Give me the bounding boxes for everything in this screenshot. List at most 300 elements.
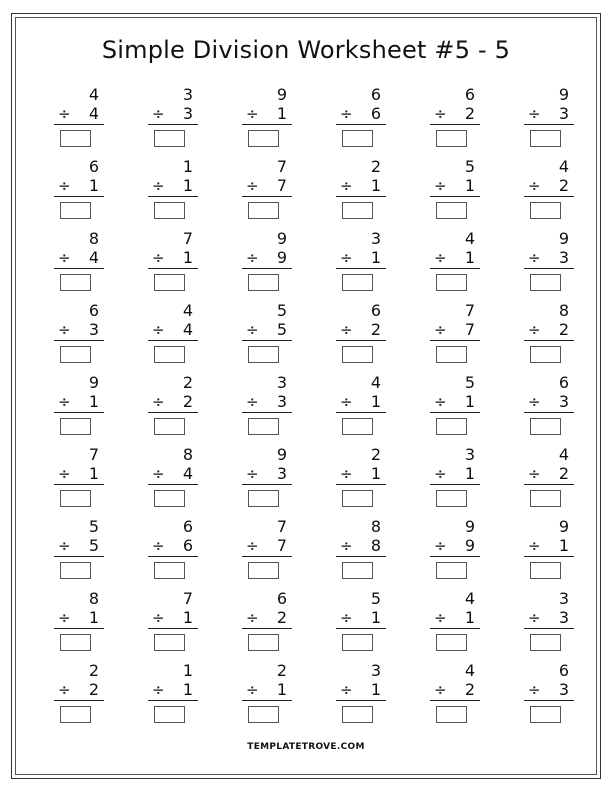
answer-box[interactable] xyxy=(530,706,561,723)
division-problem xyxy=(242,158,292,222)
dividend: 9 xyxy=(88,373,100,392)
divisor: 7 xyxy=(276,536,288,555)
division-problem xyxy=(54,446,104,510)
answer-box[interactable] xyxy=(154,202,185,219)
answer-line xyxy=(524,556,574,557)
answer-line xyxy=(430,484,480,485)
divisor: 4 xyxy=(88,248,100,267)
answer-box[interactable] xyxy=(436,202,467,219)
answer-line xyxy=(430,628,480,629)
answer-line xyxy=(524,484,574,485)
divisor: 8 xyxy=(370,536,382,555)
division-sign: ÷ xyxy=(340,177,353,195)
division-problem xyxy=(336,446,386,510)
answer-line xyxy=(148,700,198,701)
answer-line xyxy=(336,268,386,269)
division-sign: ÷ xyxy=(152,321,165,339)
division-problem xyxy=(336,302,386,366)
answer-line xyxy=(54,124,104,125)
answer-line xyxy=(148,484,198,485)
answer-line xyxy=(336,196,386,197)
division-problem xyxy=(336,590,386,654)
divisor: 9 xyxy=(276,248,288,267)
division-sign: ÷ xyxy=(246,681,259,699)
division-sign: ÷ xyxy=(152,681,165,699)
divisor: 2 xyxy=(370,320,382,339)
answer-box[interactable] xyxy=(530,130,561,147)
division-sign: ÷ xyxy=(152,249,165,267)
division-sign: ÷ xyxy=(58,177,71,195)
dividend: 5 xyxy=(464,157,476,176)
divisor: 1 xyxy=(88,176,100,195)
answer-box[interactable] xyxy=(436,274,467,291)
answer-box[interactable] xyxy=(60,634,91,651)
division-problem xyxy=(54,590,104,654)
division-sign: ÷ xyxy=(528,681,541,699)
dividend: 4 xyxy=(88,85,100,104)
answer-box[interactable] xyxy=(154,418,185,435)
divisor: 1 xyxy=(464,392,476,411)
divisor: 2 xyxy=(464,104,476,123)
divisor: 4 xyxy=(88,104,100,123)
answer-box[interactable] xyxy=(154,274,185,291)
answer-line xyxy=(524,340,574,341)
answer-box[interactable] xyxy=(436,130,467,147)
division-problem xyxy=(148,446,198,510)
division-sign: ÷ xyxy=(340,537,353,555)
dividend: 6 xyxy=(182,517,194,536)
answer-box[interactable] xyxy=(530,634,561,651)
division-problem xyxy=(242,446,292,510)
division-sign: ÷ xyxy=(434,105,447,123)
division-problem xyxy=(148,518,198,582)
divisor: 1 xyxy=(464,464,476,483)
division-sign: ÷ xyxy=(152,177,165,195)
divisor: 1 xyxy=(370,392,382,411)
division-sign: ÷ xyxy=(58,393,71,411)
division-sign: ÷ xyxy=(152,609,165,627)
division-problem xyxy=(524,662,574,726)
answer-box[interactable] xyxy=(154,562,185,579)
divisor: 6 xyxy=(370,104,382,123)
divisor: 9 xyxy=(464,536,476,555)
answer-box[interactable] xyxy=(342,706,373,723)
answer-box[interactable] xyxy=(342,562,373,579)
division-sign: ÷ xyxy=(528,321,541,339)
answer-box[interactable] xyxy=(436,490,467,507)
dividend: 2 xyxy=(370,157,382,176)
division-problem xyxy=(524,590,574,654)
dividend: 7 xyxy=(276,157,288,176)
division-problem xyxy=(524,230,574,294)
division-sign: ÷ xyxy=(246,465,259,483)
dividend: 2 xyxy=(370,445,382,464)
answer-line xyxy=(336,340,386,341)
divisor: 3 xyxy=(558,248,570,267)
answer-box[interactable] xyxy=(530,418,561,435)
answer-line xyxy=(430,556,480,557)
answer-line xyxy=(336,412,386,413)
division-sign: ÷ xyxy=(340,681,353,699)
answer-box[interactable] xyxy=(60,202,91,219)
divisor: 1 xyxy=(464,176,476,195)
dividend: 3 xyxy=(370,229,382,248)
divisor: 1 xyxy=(370,608,382,627)
divisor: 1 xyxy=(276,104,288,123)
answer-box[interactable] xyxy=(530,562,561,579)
answer-line xyxy=(336,628,386,629)
divisor: 2 xyxy=(558,320,570,339)
answer-box[interactable] xyxy=(530,346,561,363)
answer-box[interactable] xyxy=(154,706,185,723)
dividend: 5 xyxy=(276,301,288,320)
division-sign: ÷ xyxy=(434,249,447,267)
answer-line xyxy=(148,556,198,557)
answer-box[interactable] xyxy=(60,562,91,579)
answer-line xyxy=(242,268,292,269)
answer-box[interactable] xyxy=(248,418,279,435)
answer-line xyxy=(148,340,198,341)
answer-line xyxy=(242,484,292,485)
division-problem xyxy=(430,374,480,438)
answer-box[interactable] xyxy=(248,346,279,363)
divisor: 3 xyxy=(276,392,288,411)
answer-box[interactable] xyxy=(436,346,467,363)
answer-line xyxy=(524,268,574,269)
dividend: 4 xyxy=(558,157,570,176)
division-sign: ÷ xyxy=(528,177,541,195)
answer-box[interactable] xyxy=(342,418,373,435)
division-sign: ÷ xyxy=(246,321,259,339)
dividend: 7 xyxy=(182,229,194,248)
answer-line xyxy=(54,412,104,413)
divisor: 1 xyxy=(182,680,194,699)
answer-box[interactable] xyxy=(436,418,467,435)
division-problem xyxy=(524,374,574,438)
answer-line xyxy=(54,196,104,197)
divisor: 6 xyxy=(182,536,194,555)
dividend: 6 xyxy=(464,85,476,104)
answer-line xyxy=(242,628,292,629)
dividend: 7 xyxy=(88,445,100,464)
answer-line xyxy=(54,556,104,557)
dividend: 5 xyxy=(88,517,100,536)
dividend: 2 xyxy=(182,373,194,392)
answer-line xyxy=(54,700,104,701)
division-sign: ÷ xyxy=(434,537,447,555)
answer-box[interactable] xyxy=(154,130,185,147)
divisor: 1 xyxy=(182,608,194,627)
division-problem xyxy=(336,518,386,582)
division-sign: ÷ xyxy=(58,105,71,123)
divisor: 1 xyxy=(276,680,288,699)
divisor: 1 xyxy=(182,248,194,267)
dividend: 4 xyxy=(370,373,382,392)
answer-box[interactable] xyxy=(248,202,279,219)
answer-box[interactable] xyxy=(342,634,373,651)
answer-line xyxy=(242,700,292,701)
division-problem xyxy=(430,230,480,294)
answer-line xyxy=(430,124,480,125)
division-problem xyxy=(148,374,198,438)
answer-line xyxy=(524,124,574,125)
division-problem xyxy=(54,86,104,150)
division-sign: ÷ xyxy=(528,465,541,483)
answer-box[interactable] xyxy=(248,562,279,579)
division-problem xyxy=(148,230,198,294)
dividend: 9 xyxy=(276,85,288,104)
division-problem xyxy=(242,302,292,366)
dividend: 7 xyxy=(464,301,476,320)
answer-line xyxy=(54,340,104,341)
dividend: 8 xyxy=(558,301,570,320)
division-sign: ÷ xyxy=(246,249,259,267)
division-sign: ÷ xyxy=(246,537,259,555)
division-problem xyxy=(430,158,480,222)
dividend: 6 xyxy=(558,661,570,680)
answer-line xyxy=(54,484,104,485)
division-sign: ÷ xyxy=(58,681,71,699)
divisor: 1 xyxy=(88,464,100,483)
answer-box[interactable] xyxy=(342,490,373,507)
division-sign: ÷ xyxy=(152,537,165,555)
division-problem xyxy=(524,86,574,150)
answer-line xyxy=(430,700,480,701)
dividend: 1 xyxy=(182,157,194,176)
answer-line xyxy=(54,268,104,269)
division-sign: ÷ xyxy=(434,321,447,339)
division-problem xyxy=(148,662,198,726)
answer-box[interactable] xyxy=(530,490,561,507)
dividend: 4 xyxy=(464,229,476,248)
divisor: 1 xyxy=(88,608,100,627)
answer-box[interactable] xyxy=(60,706,91,723)
division-sign: ÷ xyxy=(434,465,447,483)
dividend: 3 xyxy=(182,85,194,104)
division-sign: ÷ xyxy=(340,609,353,627)
divisor: 4 xyxy=(182,464,194,483)
answer-line xyxy=(524,196,574,197)
answer-box[interactable] xyxy=(154,490,185,507)
divisor: 4 xyxy=(182,320,194,339)
dividend: 9 xyxy=(276,445,288,464)
divisor: 1 xyxy=(558,536,570,555)
division-problem xyxy=(148,590,198,654)
answer-line xyxy=(336,124,386,125)
division-problem xyxy=(54,518,104,582)
division-problem xyxy=(54,302,104,366)
division-problem xyxy=(336,86,386,150)
division-sign: ÷ xyxy=(58,321,71,339)
divisor: 1 xyxy=(464,608,476,627)
division-problem xyxy=(242,86,292,150)
division-sign: ÷ xyxy=(434,393,447,411)
division-problem xyxy=(242,662,292,726)
dividend: 4 xyxy=(558,445,570,464)
divisor: 2 xyxy=(464,680,476,699)
divisor: 1 xyxy=(182,176,194,195)
divisor: 3 xyxy=(558,608,570,627)
answer-box[interactable] xyxy=(436,562,467,579)
answer-box[interactable] xyxy=(60,418,91,435)
divisor: 1 xyxy=(370,248,382,267)
division-sign: ÷ xyxy=(528,537,541,555)
dividend: 4 xyxy=(464,661,476,680)
answer-box[interactable] xyxy=(248,706,279,723)
divisor: 5 xyxy=(88,536,100,555)
division-problem xyxy=(524,518,574,582)
answer-line xyxy=(430,268,480,269)
division-problem xyxy=(430,662,480,726)
answer-box[interactable] xyxy=(248,634,279,651)
answer-box[interactable] xyxy=(60,274,91,291)
answer-box[interactable] xyxy=(436,634,467,651)
dividend: 9 xyxy=(464,517,476,536)
dividend: 4 xyxy=(182,301,194,320)
answer-box[interactable] xyxy=(60,490,91,507)
division-problem xyxy=(242,230,292,294)
answer-line xyxy=(336,484,386,485)
divisor: 3 xyxy=(558,392,570,411)
divisor: 3 xyxy=(88,320,100,339)
dividend: 6 xyxy=(370,85,382,104)
dividend: 7 xyxy=(182,589,194,608)
division-sign: ÷ xyxy=(528,609,541,627)
answer-box[interactable] xyxy=(154,346,185,363)
divisor: 2 xyxy=(558,176,570,195)
divisor: 5 xyxy=(276,320,288,339)
divisor: 1 xyxy=(370,176,382,195)
dividend: 8 xyxy=(370,517,382,536)
division-sign: ÷ xyxy=(246,177,259,195)
division-problem xyxy=(336,662,386,726)
division-sign: ÷ xyxy=(340,321,353,339)
division-sign: ÷ xyxy=(434,177,447,195)
answer-line xyxy=(336,700,386,701)
divisor: 3 xyxy=(558,104,570,123)
division-sign: ÷ xyxy=(246,105,259,123)
division-sign: ÷ xyxy=(152,393,165,411)
divisor: 7 xyxy=(464,320,476,339)
footer-credit: TEMPLATETROVE.COM xyxy=(247,742,365,752)
dividend: 9 xyxy=(558,517,570,536)
dividend: 4 xyxy=(464,589,476,608)
division-sign: ÷ xyxy=(152,465,165,483)
division-problem xyxy=(148,86,198,150)
answer-box[interactable] xyxy=(60,346,91,363)
division-sign: ÷ xyxy=(340,393,353,411)
dividend: 3 xyxy=(370,661,382,680)
division-sign: ÷ xyxy=(58,465,71,483)
division-problem xyxy=(148,302,198,366)
dividend: 2 xyxy=(276,661,288,680)
division-sign: ÷ xyxy=(340,465,353,483)
division-problem xyxy=(54,662,104,726)
division-sign: ÷ xyxy=(340,105,353,123)
division-problem xyxy=(336,158,386,222)
worksheet-title: Simple Division Worksheet #5 - 5 xyxy=(101,36,511,64)
answer-box[interactable] xyxy=(248,130,279,147)
divisor: 2 xyxy=(276,608,288,627)
division-sign: ÷ xyxy=(58,537,71,555)
division-problem xyxy=(242,374,292,438)
answer-line xyxy=(430,340,480,341)
answer-box[interactable] xyxy=(342,202,373,219)
divisor: 3 xyxy=(182,104,194,123)
answer-line xyxy=(148,268,198,269)
answer-line xyxy=(242,340,292,341)
answer-box[interactable] xyxy=(530,274,561,291)
dividend: 6 xyxy=(370,301,382,320)
answer-box[interactable] xyxy=(60,130,91,147)
answer-line xyxy=(430,196,480,197)
dividend: 7 xyxy=(276,517,288,536)
dividend: 6 xyxy=(276,589,288,608)
division-sign: ÷ xyxy=(528,105,541,123)
answer-box[interactable] xyxy=(342,274,373,291)
dividend: 6 xyxy=(88,157,100,176)
dividend: 3 xyxy=(464,445,476,464)
division-problem xyxy=(242,590,292,654)
division-problem xyxy=(54,158,104,222)
answer-box[interactable] xyxy=(530,202,561,219)
divisor: 2 xyxy=(88,680,100,699)
division-sign: ÷ xyxy=(58,609,71,627)
divisor: 3 xyxy=(276,464,288,483)
division-sign: ÷ xyxy=(58,249,71,267)
division-sign: ÷ xyxy=(528,393,541,411)
division-problem xyxy=(336,374,386,438)
division-sign: ÷ xyxy=(434,681,447,699)
answer-box[interactable] xyxy=(248,490,279,507)
divisor: 2 xyxy=(558,464,570,483)
answer-line xyxy=(148,412,198,413)
answer-box[interactable] xyxy=(342,346,373,363)
answer-line xyxy=(524,412,574,413)
answer-box[interactable] xyxy=(436,706,467,723)
division-sign: ÷ xyxy=(246,393,259,411)
division-problem xyxy=(524,302,574,366)
answer-line xyxy=(148,196,198,197)
answer-line xyxy=(148,124,198,125)
dividend: 9 xyxy=(276,229,288,248)
division-sign: ÷ xyxy=(340,249,353,267)
division-problem xyxy=(430,86,480,150)
dividend: 5 xyxy=(370,589,382,608)
division-problem xyxy=(430,446,480,510)
divisor: 1 xyxy=(464,248,476,267)
answer-line xyxy=(242,556,292,557)
dividend: 8 xyxy=(88,229,100,248)
dividend: 8 xyxy=(182,445,194,464)
answer-box[interactable] xyxy=(154,634,185,651)
answer-box[interactable] xyxy=(248,274,279,291)
answer-line xyxy=(148,628,198,629)
division-sign: ÷ xyxy=(434,609,447,627)
answer-line xyxy=(524,700,574,701)
division-sign: ÷ xyxy=(528,249,541,267)
dividend: 9 xyxy=(558,85,570,104)
dividend: 9 xyxy=(558,229,570,248)
division-sign: ÷ xyxy=(246,609,259,627)
division-problem xyxy=(430,518,480,582)
dividend: 6 xyxy=(558,373,570,392)
division-problem xyxy=(524,446,574,510)
division-problem xyxy=(524,158,574,222)
answer-box[interactable] xyxy=(342,130,373,147)
division-problem xyxy=(242,518,292,582)
dividend: 3 xyxy=(276,373,288,392)
